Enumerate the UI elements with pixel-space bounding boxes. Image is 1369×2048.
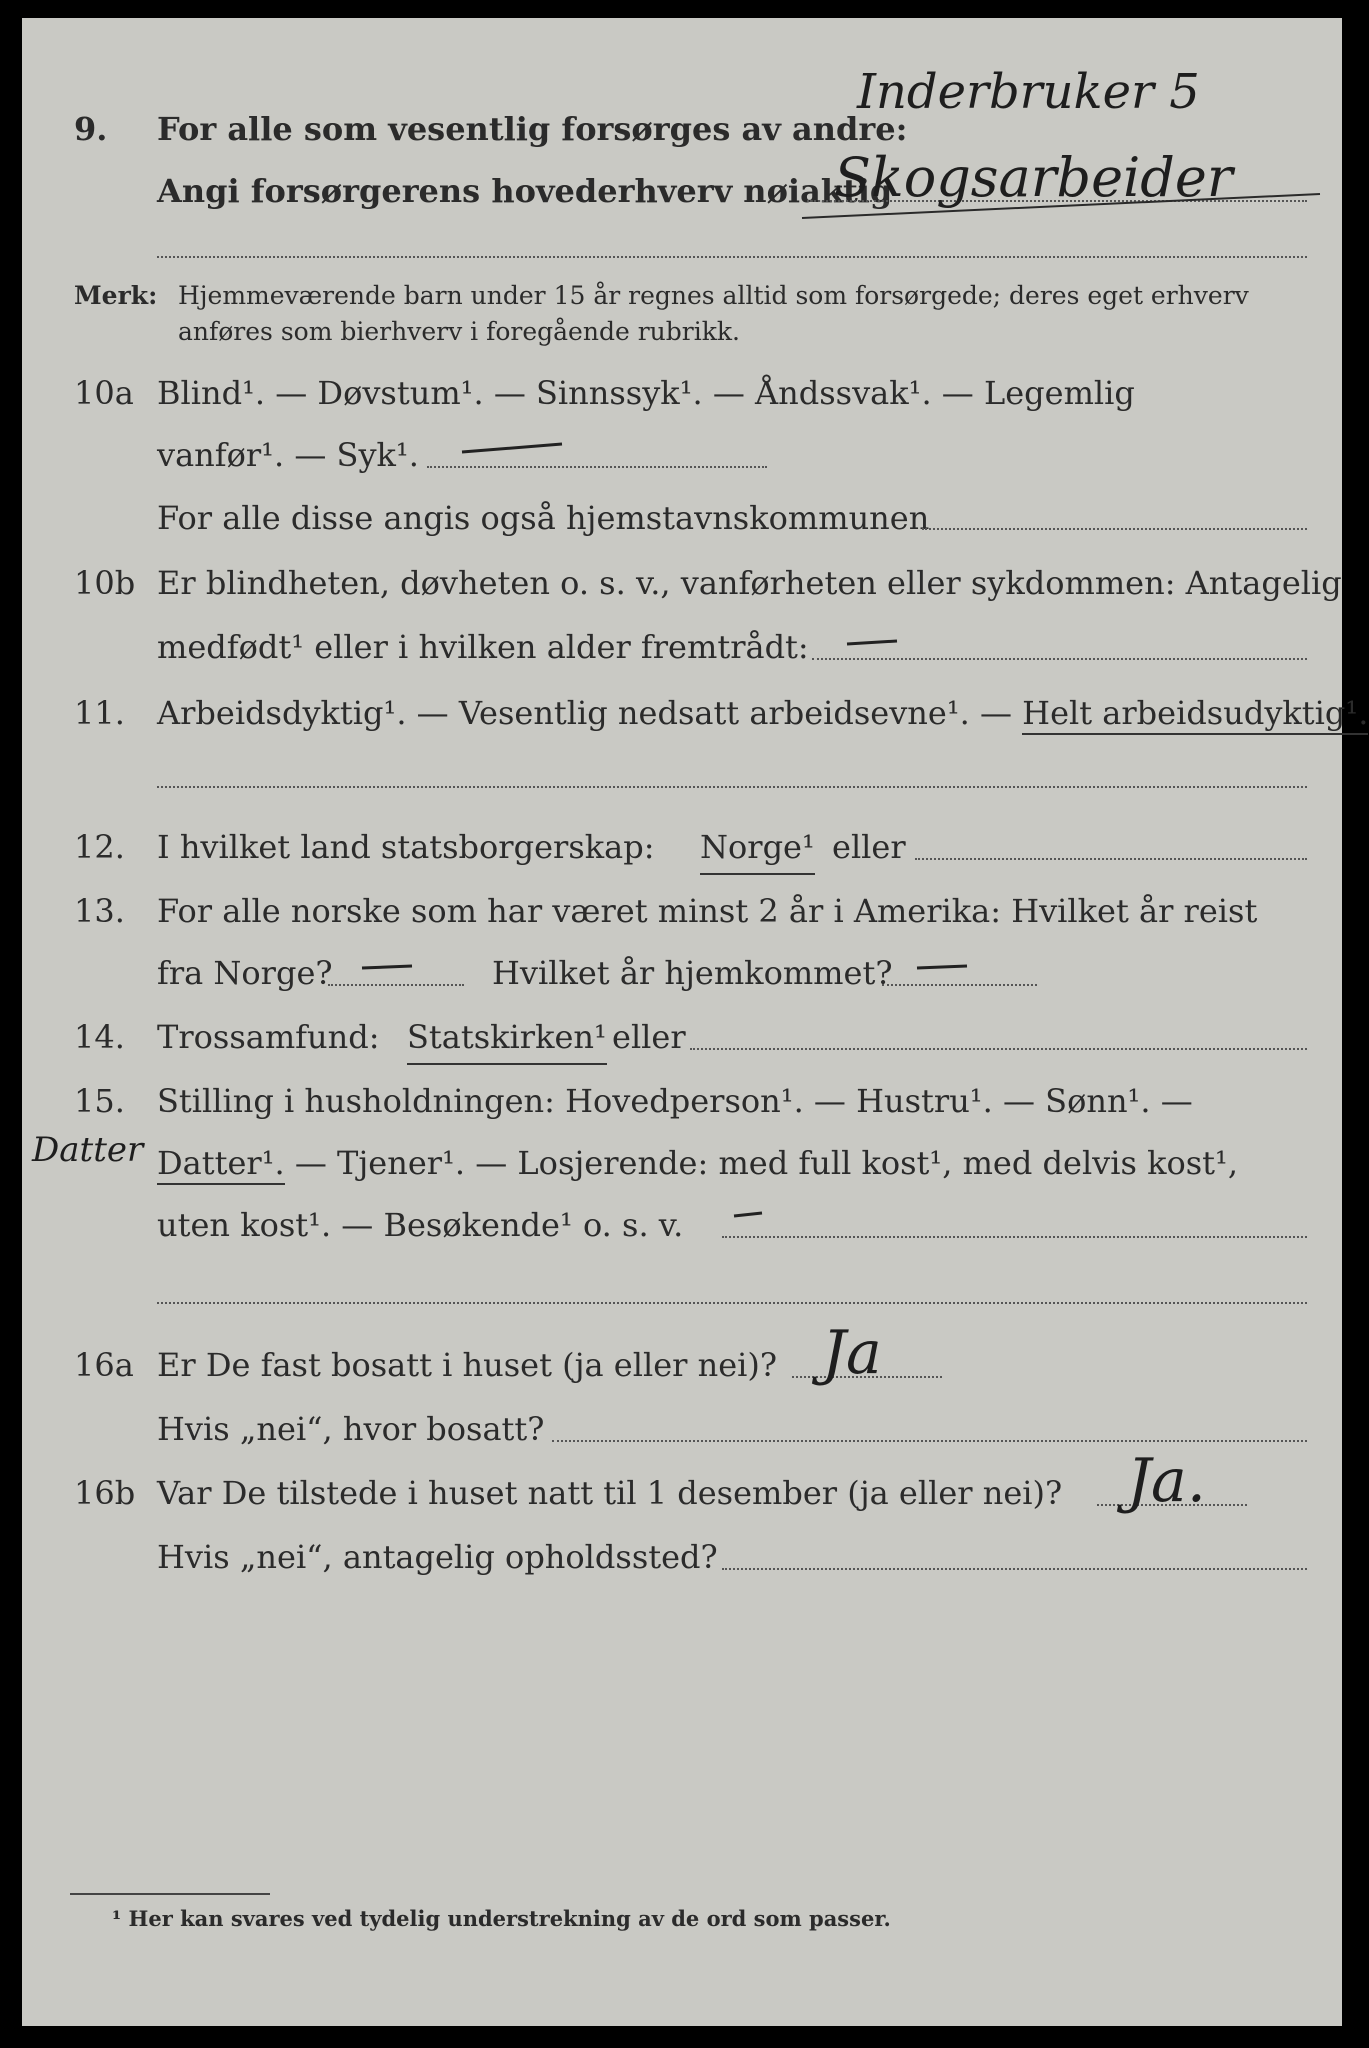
- q13-row-1: [22, 886, 1342, 936]
- q15-row-3: [22, 1200, 1342, 1250]
- q13-hjemkommet-line: [882, 984, 1037, 986]
- q9-line-2: Angi forsørgerens hovederhverv nøiaktig: [157, 172, 893, 210]
- merk-line-2: anføres som bierhverv i foregående rubrikk.: [178, 317, 740, 346]
- q15-line-2-group: [157, 1138, 1238, 1188]
- q10b-line-1: Er blindheten, døvheten o. s. v., vanførheten eller sykdommen: Antagelig: [157, 564, 1342, 602]
- q13-reist-dash: [362, 962, 422, 972]
- footnote-rule: [70, 1893, 270, 1895]
- q16b-answer: Ja.: [1127, 1446, 1206, 1516]
- q11-helt-arbeidsudyktig: Helt arbeidsudyktig¹.: [1022, 694, 1368, 735]
- q16b-line-2: Hvis „nei“, antagelig opholdssted?: [157, 1538, 718, 1576]
- q14-statskirken: Statskirken¹: [407, 1012, 607, 1065]
- q15-besokende-line: [722, 1236, 1307, 1238]
- q15-margin-note: Datter: [32, 1130, 144, 1170]
- q13-number: 13.: [74, 892, 125, 930]
- footnote: ¹ Her kan svares ved tydelig understrekning av de ord som passer.: [112, 1906, 891, 1931]
- q16a-row-1: [22, 1340, 1342, 1390]
- merk-label: Merk:: [74, 281, 158, 310]
- q14-answer-line: [690, 1048, 1307, 1050]
- q10a-row-1: [22, 368, 1342, 418]
- q14-number: 14.: [74, 1018, 125, 1056]
- q16b-opholdssted-line: [722, 1568, 1307, 1570]
- q9-underline-stroke: [802, 188, 1322, 228]
- q16a-number: 16a: [74, 1346, 134, 1384]
- q14-text: Trossamfund:: [157, 1018, 380, 1056]
- q10b-row-1: [22, 558, 1342, 608]
- q13-hjemkommet-dash: [917, 962, 977, 972]
- q13-line-1: For alle norske som har været minst 2 år i Amerika: Hvilket år reist: [157, 892, 1258, 930]
- q15-datter: Datter¹.: [157, 1144, 285, 1185]
- census-form-page: [22, 18, 1369, 2026]
- q14-eller: eller: [612, 1018, 686, 1056]
- q10a-number: 10a: [74, 374, 134, 412]
- q15-row-2: [22, 1138, 1342, 1188]
- q12-number: 12.: [74, 828, 125, 866]
- q15-row-1: [22, 1076, 1342, 1126]
- q15-line-2: — Tjener¹. — Losjerende: med full kost¹, med delvis kost¹,: [284, 1144, 1239, 1182]
- q10b-dash-mark: [847, 636, 907, 650]
- q10a-syk-line: [427, 466, 767, 468]
- q10b-alder-line: [812, 658, 1307, 660]
- merk-line-1: Hjemmeværende barn under 15 år regnes alltid som forsørgede; deres eget erhverv: [178, 281, 1249, 310]
- q16a-bosatt-line: [552, 1440, 1307, 1442]
- q16a-line-2: Hvis „nei“, hvor bosatt?: [157, 1410, 545, 1448]
- q16b-line-1: Var De tilstede i huset natt til 1 desember (ja eller nei)?: [157, 1474, 1063, 1512]
- q10a-line-1: Blind¹. — Døvstum¹. — Sinnssyk¹. — Åndssvak¹. — Legemlig: [157, 374, 1135, 412]
- q9-extra-line: [157, 256, 1307, 258]
- q10a-row-2: [22, 430, 1342, 480]
- q10a-kommune-line: [922, 528, 1307, 530]
- q11-part-1: Arbeidsdyktig¹. — Vesentlig nedsatt arbeidsevne¹. —: [157, 694, 1023, 732]
- q10a-row-3: [22, 493, 1342, 543]
- q13-line-2b: Hvilket år hjemkommet?: [492, 954, 893, 992]
- q10b-row-2: [22, 622, 1342, 672]
- q15-line-1: Stilling i husholdningen: Hovedperson¹. — Hustru¹. — Sønn¹. —: [157, 1082, 1193, 1120]
- q11-row: [22, 688, 1369, 738]
- q14-row: [22, 1012, 1342, 1062]
- q12-answer-line: [915, 858, 1307, 860]
- q9-line-1: For alle som vesentlig forsørges av andre:: [157, 110, 908, 148]
- q10b-number: 10b: [74, 564, 136, 602]
- q9-answer: Skogsarbeider: [834, 146, 1233, 209]
- q15-extra-line: [157, 1302, 1307, 1304]
- q12-eller: eller: [832, 828, 906, 866]
- q16b-row-2: [22, 1532, 1342, 1582]
- q9-answer-top: Inderbruker 5: [857, 64, 1200, 120]
- q16a-answer: Ja: [822, 1318, 882, 1388]
- q10a-dash-mark: [462, 438, 572, 458]
- q10a-line-3: For alle disse angis også hjemstavnskommunen: [157, 499, 930, 537]
- q15-number: 15.: [74, 1082, 125, 1120]
- q10a-line-2: vanfør¹. — Syk¹.: [157, 436, 419, 474]
- q10b-line-2: medfødt¹ eller i hvilken alder fremtrådt:: [157, 628, 809, 666]
- q15-line-3: uten kost¹. — Besøkende¹ o. s. v.: [157, 1206, 684, 1244]
- q9-number: 9.: [74, 110, 108, 148]
- q12-row: [22, 822, 1342, 872]
- q12-text: I hvilket land statsborgerskap:: [157, 828, 655, 866]
- q11-extra-line: [157, 786, 1307, 788]
- q13-row-2: [22, 948, 1342, 998]
- q13-line-2a: fra Norge?: [157, 954, 333, 992]
- q12-norge: Norge¹: [700, 822, 815, 875]
- q11-number: 11.: [74, 694, 125, 732]
- q16b-number: 16b: [74, 1474, 136, 1512]
- q11-text: [157, 688, 1368, 738]
- q13-reist-line: [328, 984, 464, 986]
- q16a-line-1: Er De fast bosatt i huset (ja eller nei)?: [157, 1346, 778, 1384]
- q15-dash-mark: [734, 1210, 774, 1220]
